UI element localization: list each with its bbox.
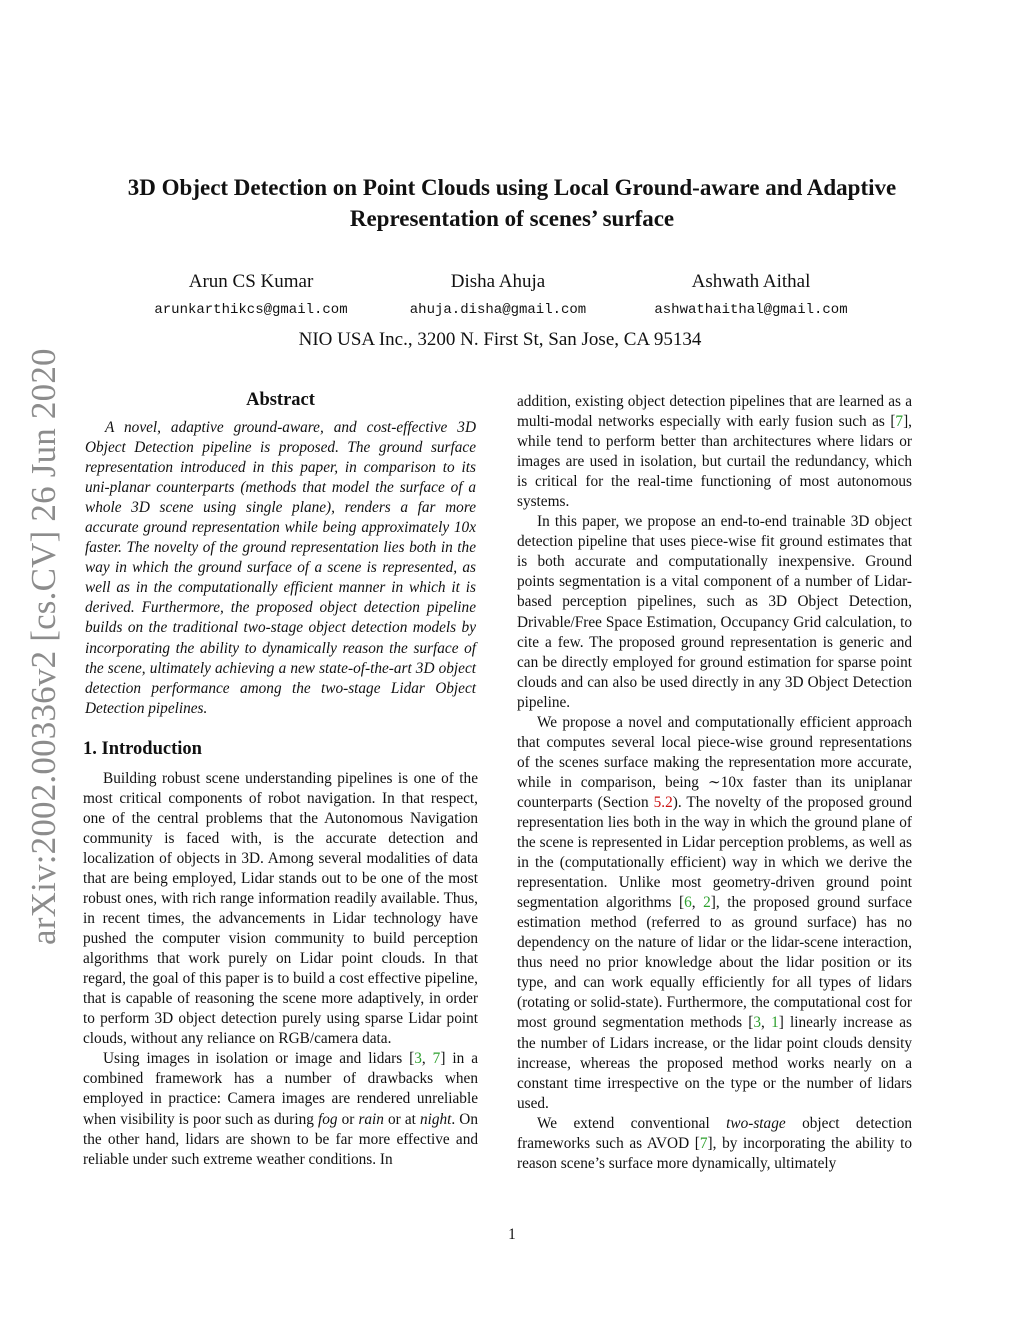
author-email[interactable]: arunkarthikcs@gmail.com (154, 302, 348, 318)
title-line-1: 3D Object Detection on Point Clouds using Local Ground-aware and Adaptive (127, 175, 897, 200)
author-name: Disha Ahuja (450, 271, 546, 292)
right-paragraph-4: We extend conventional two-stage object detection frameworks such as AVOD [7], by incorporating the ability to reason scene’s surface more dynamically, ultimately (517, 1114, 913, 1172)
intro-paragraph-2: Using images in isolation or image and lidars [3, 7] in a combined framework has a number of drawbacks when employed in practice: Camera images are rendered unreliable when visibility is poor such as during fog or rain or at night. On the other hand, lidars are shown to be far more effective and reliable under such extreme weather conditions. In (83, 1050, 478, 1168)
citation-link[interactable]: 3 (414, 1050, 422, 1068)
citation-link[interactable]: 2 (703, 894, 711, 912)
affiliation: NIO USA Inc., 3200 N. First St, San Jose, CA 95134 (298, 329, 702, 350)
right-paragraph-1: addition, existing object detection pipelines that are learned as a multi-modal networks especially with early fusion such as [7], while tend to perform better than architectures where lidars or images are used in isolation, but curtail the redundancy, which is critical for the real-time functioning of most autonomous systems. (517, 393, 912, 511)
author-email[interactable]: ahuja.disha@gmail.com (409, 302, 587, 318)
citation-link[interactable]: 1 (771, 1014, 779, 1032)
citation-link[interactable]: 7 (432, 1050, 441, 1068)
paper-title (60, 172, 964, 234)
right-column (517, 392, 912, 1174)
emphasis-fog: fog (318, 1110, 338, 1128)
left-column (83, 388, 478, 1170)
emphasis-night: night (419, 1110, 452, 1128)
citation-link[interactable]: 7 (895, 413, 904, 431)
section-ref-link[interactable]: 5.2 (653, 793, 673, 811)
author-block-3 (620, 270, 882, 320)
abstract-text: A novel, adaptive ground-aware, and cost-effective 3D Object Detection pipeline is proposed. The ground surface representation introduced in this paper, in comparison to its uni-planar counterparts (methods that model the surface of a whole 3D scene using single plane), renders a far more accurate ground representation while being approximately 10x faster. The novelty of the ground representation lies both in the way in which the ground surface of a scene is represented, as well as in the computationally efficient manner in which it is derived. Furthermore, the proposed object detection pipeline builds on the traditional two-stage object detection models by incorporating the ability to dynamically reason the surface of the scene, ultimately achieving a new state-of-the-art 3D object detection performance among the two-stage Lidar Object Detection pipelines. (85, 419, 476, 717)
emphasis-rain: rain (358, 1110, 384, 1128)
author-name: Ashwath Aithal (691, 271, 811, 292)
author-email[interactable]: ashwathaithal@gmail.com (654, 302, 848, 318)
citation-link[interactable]: 6 (684, 894, 692, 912)
title-line-2: Representation of scenes’ surface (349, 206, 675, 231)
citation-link[interactable]: 3 (753, 1014, 762, 1032)
author-block-1 (120, 270, 382, 320)
author-block-2 (368, 270, 628, 320)
page-number: 1 (508, 1226, 516, 1243)
intro-paragraph-1: Building robust scene understanding pipelines is one of the most critical components of robot navigation. In that respect, one of the central problems that the Autonomous Navigation community is faced with, is the accurate detection and localization of objects in 3D. Among several modalities of data that are being employed, Lidar stands out to be one of the most robust ones, with rich range information readily available. Thus, in recent times, the advancements in Lidar technology have pushed the computer vision community to build perception algorithms that work purely on Lidar point clouds. In that regard, the goal of this paper is to build a cost effective pipeline, that is capable of reasoning the scene more adaptively, in order to perform 3D object detection purely using sparse Lidar point clouds, without any reliance on RGB/camera data. (83, 769, 478, 1048)
right-paragraph-2: In this paper, we propose an end-to-end trainable 3D object detection pipeline that uses piece-wise fit ground estimates that is both accurate and computationally inexpensive. Ground points segmentation is a vital component of a number of Lidar-based perception pipelines, such as 3D Object Detection, Drivable/Free Space Estimation, Occupancy Grid calculation, to cite a few. The proposed ground representation is generic and can be directly employed for ground estimation for sparse point clouds and can also be used directly in any 3D Object Detection pipeline. (517, 513, 912, 711)
right-paragraph-3: We propose a novel and computationally efficient approach that computes several local piece-wise ground representations of the scenes surface making the representation more accurate, while in comparison, being ∼10x faster than its uniplanar counterparts (Section 5.2). The novelty of the proposed ground representation lies both in the way in which the ground plane of the scene is represented in Lidar perception problems, as well as in the (computationally efficient) way in which we derive the representation. Unlike most geometry-driven ground point segmentation algorithms [6, 2], the proposed ground surface estimation method (referred to as ground surface) has no dependency on the nature of lidar or the lidar-scene interaction, thus need no prior knowledge about the lidar position or its type, and can work equally efficiently for all types of lidars (rotating or solid-state). Furthermore, the computational cost for most ground segmentation methods [3, 1] linearly increase as the number of Lidars increase, or the lidar point clouds density increase, whereas the proposed method works nearly on a constant time irrespective on the type or the number of lidars used. (517, 713, 912, 1112)
author-name: Arun CS Kumar (188, 271, 314, 292)
section-heading-introduction: 1. Introduction (83, 738, 202, 759)
arxiv-identifier: arXiv:2002.00336v2 [cs.CV] 26 Jun 2020 (24, 348, 63, 945)
abstract-heading: Abstract (246, 390, 315, 410)
citation-link[interactable]: 7 (699, 1134, 708, 1152)
emphasis-two-stage: two-stage (726, 1114, 786, 1132)
